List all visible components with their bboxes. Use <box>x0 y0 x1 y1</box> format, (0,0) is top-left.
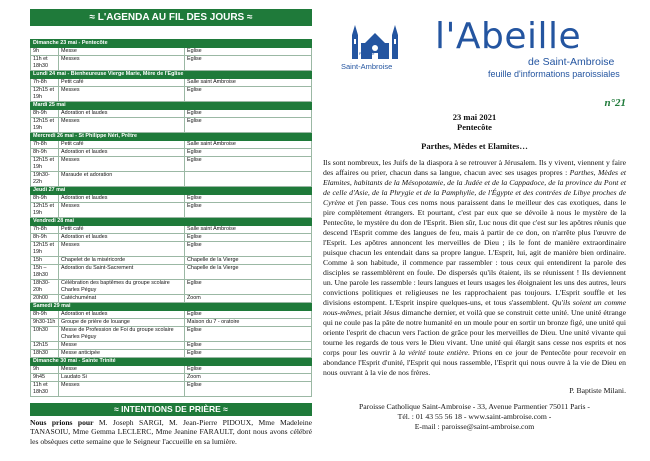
agenda-day-label: Mardi 25 mai <box>31 102 312 110</box>
agenda-event: Adoration et laudes <box>59 149 185 157</box>
agenda-day-label: Dimanche 30 mai - Sainte Trinité <box>31 358 312 366</box>
agenda-event: Messe anticipée <box>59 350 185 358</box>
agenda-row <box>31 157 312 172</box>
agenda-time: 15h <box>31 257 59 265</box>
parish-name: Saint-Ambroise <box>341 62 393 71</box>
agenda-time: 7h-8h <box>31 79 59 87</box>
footer-address: Paroisse Catholique Saint-Ambroise - 33, Avenue Parmentier 75011 Paris - <box>358 402 590 411</box>
agenda-header: ≈ L'AGENDA AU FIL DES JOURS ≈ <box>30 9 312 26</box>
agenda-time: 8h-9h <box>31 311 59 319</box>
parish-caption <box>341 51 392 74</box>
agenda-day-label: Jeudi 27 mai <box>31 187 312 195</box>
agenda-row <box>31 48 312 56</box>
agenda-row <box>31 265 312 280</box>
agenda-place: Eglise <box>185 149 312 157</box>
agenda-row <box>31 195 312 203</box>
agenda-time: 9h <box>31 366 59 374</box>
newsletter-subtitle: de Saint-Ambroise <box>528 56 615 68</box>
agenda-event: Messe <box>59 366 185 374</box>
agenda-place: Eglise <box>185 311 312 319</box>
agenda-row <box>31 141 312 149</box>
issue-number: n°21 <box>604 97 626 109</box>
agenda-day-header <box>31 40 312 48</box>
agenda-time: 10h30 <box>31 327 59 342</box>
footer-email: E-mail : paroisse@saint-ambroise.com <box>414 422 535 431</box>
left-column <box>30 9 312 446</box>
agenda-time: 11h et 18h30 <box>31 56 59 71</box>
agenda-place: Eglise <box>185 366 312 374</box>
prayer-lead: Nous prions pour <box>30 418 94 427</box>
agenda-event: Messe <box>59 48 185 56</box>
agenda-place: Eglise <box>185 280 312 295</box>
agenda-time: 9h <box>31 48 59 56</box>
agenda-place: Eglise <box>185 350 312 358</box>
agenda-event: Petit café <box>59 141 185 149</box>
agenda-time: 8h-9h <box>31 234 59 242</box>
agenda-place: Eglise <box>185 234 312 242</box>
masthead <box>323 9 626 87</box>
agenda-event: Maraude et adoration <box>59 172 185 187</box>
agenda-place: Eglise <box>185 203 312 218</box>
agenda-day-header <box>31 218 312 226</box>
prayer-body: M. Joseph SARGI, M. Jean-Pierre PIDOUX, Mme Madeleine TANASOIU, Mme Gemma LECLERC, Mme Jeanine FARAULT, dont nous avons célébré les obsèques cette semaine que le Seigneur l'accueille en sa lumière. <box>30 418 312 446</box>
agenda-time: 8h-9h <box>31 110 59 118</box>
agenda-row <box>31 149 312 157</box>
agenda-row <box>31 280 312 295</box>
agenda-place: Eglise <box>185 118 312 133</box>
agenda-place: Salle saint Ambroise <box>185 141 312 149</box>
agenda-time: 15h – 18h30 <box>31 265 59 280</box>
article-italic-2: Qu'ils soient un comme nous-mêmes <box>323 298 626 317</box>
agenda-time: 9h45 <box>31 374 59 382</box>
agenda-event: Laudato Si <box>59 374 185 382</box>
agenda-place: Chapelle de la Vierge <box>185 265 312 280</box>
agenda-day-header <box>31 71 312 79</box>
agenda-row <box>31 366 312 374</box>
agenda-event: Messes <box>59 87 185 102</box>
agenda-day-label: Dimanche 23 mai - Pentecôte <box>31 40 312 48</box>
agenda-place: Eglise <box>185 48 312 56</box>
agenda-place: Eglise <box>185 382 312 397</box>
agenda-event: Messe de Profession de Foi du groupe scolaire Charles Péguy <box>59 327 185 342</box>
agenda-event: Messes <box>59 157 185 172</box>
agenda-event: Adoration et laudes <box>59 234 185 242</box>
agenda-place: Eglise <box>185 327 312 342</box>
agenda-place: Eglise <box>185 157 312 172</box>
prayer-header: ≈ INTENTIONS DE PRIÈRE ≈ <box>30 403 312 416</box>
agenda-time: 7h-8h <box>31 141 59 149</box>
agenda-row <box>31 172 312 187</box>
article-text-3: , priait Jésus dimanche dernier, et voilà que se construit cette unité. Une unité étrange qui ne coule pas la pâte de notre humanité en un moule pour en sortir un bronze figé, une unité qui oriente l'esprit de chacun vers l'action de grâce pour les merveilles de Dieu. Une unité vivante qui tourne les regards de tous vers le Dieu vivant. Une unité qui élargit sans cesse nos esprits et nos corps pour les ouvrir à <box>323 308 626 357</box>
agenda-section <box>30 39 312 397</box>
agenda-time: 12h15 et 19h <box>31 242 59 257</box>
agenda-time: 8h-9h <box>31 195 59 203</box>
agenda-row <box>31 350 312 358</box>
agenda-day-header <box>31 303 312 311</box>
agenda-row <box>31 203 312 218</box>
agenda-place: Eglise <box>185 242 312 257</box>
agenda-table <box>30 39 312 397</box>
agenda-day-header <box>31 102 312 110</box>
agenda-day-label: Lundi 24 mai - Bienheureuse Vierge Marie, Mère de l'Eglise <box>31 71 312 79</box>
agenda-row <box>31 311 312 319</box>
agenda-time: 9h30-11h <box>31 319 59 327</box>
agenda-event: Messes <box>59 118 185 133</box>
agenda-row <box>31 342 312 350</box>
footer <box>323 402 626 432</box>
agenda-day-header <box>31 187 312 195</box>
agenda-event: Adoration et laudes <box>59 195 185 203</box>
article-text-2: et j'en passe. Tous ces noms nous paraissent dans le meilleur des cas exotiques, dans le pire complètement étrangers. Et pourtant, c'est par eux que se dévoile à nous le mystère de la Pentecôte, le mystère du don de l'Esprit. Bien sûr, Luc nous dit que c'est sur les apôtres réunis que descend l'Esprit comme des langues de feu, mais à partir de ce don, on n'arrête plus l'œuvre de l'Esprit. Les apôtres annoncent les merveilles de Dieu ; ils le font de manière extraordinaire puisque chacun les entendait dans sa propre langue. L'Esprit, lui, agit de manière bien ordinaire. Comme à son habitude, il commence par rassembler : tous ceux qui entendirent la parole des disciples se rassemblèrent en foule. De dispersés qu'ils étaient, ils se réunissent ! Ils deviennent un. Une parole les rassemble : leurs langues et leurs usages les éloignaient les uns des autres, leurs convictions politiques et religieuses ne les rapprochaient pas toujours. L'Esprit souffle et les divisions estompent. L'Esprit inspire quelques-uns, et tous s'assemblent. <box>323 198 626 307</box>
agenda-place: Maison du 7 - oratoire <box>185 319 312 327</box>
agenda-event: Célébration des baptêmes du groupe scolaire Charles Péguy <box>59 280 185 295</box>
agenda-time: 18h30 <box>31 350 59 358</box>
parish-small-label: Paroisse <box>358 51 375 56</box>
agenda-place: Salle saint Ambroise <box>185 79 312 87</box>
agenda-event: Groupe de prière de louange <box>59 319 185 327</box>
agenda-event: Messes <box>59 203 185 218</box>
agenda-day-header <box>31 133 312 141</box>
article-body <box>323 158 626 378</box>
newsletter-title: l'Abeille <box>435 16 582 57</box>
agenda-place: Eglise <box>185 87 312 102</box>
agenda-time: 7h-8h <box>31 226 59 234</box>
agenda-place: Zoom <box>185 295 312 303</box>
agenda-row <box>31 319 312 327</box>
agenda-event: Petit café <box>59 226 185 234</box>
agenda-time: 12h15 et 19h <box>31 203 59 218</box>
agenda-place: Eglise <box>185 110 312 118</box>
agenda-place: Eglise <box>185 195 312 203</box>
agenda-time: 8h-9h <box>31 149 59 157</box>
agenda-row <box>31 226 312 234</box>
agenda-row <box>31 118 312 133</box>
agenda-row <box>31 295 312 303</box>
agenda-row <box>31 87 312 102</box>
agenda-row <box>31 79 312 87</box>
agenda-event: Adoration et laudes <box>59 311 185 319</box>
agenda-time: 19h30-22h <box>31 172 59 187</box>
agenda-time: 20h00 <box>31 295 59 303</box>
agenda-event: Adoration du Saint-Sacrement <box>59 265 185 280</box>
agenda-row <box>31 242 312 257</box>
agenda-place: Eglise <box>185 342 312 350</box>
article-title: Parthes, Mèdes et Elamites… <box>421 141 528 151</box>
agenda-day-label: Vendredi 28 mai <box>31 218 312 226</box>
agenda-place <box>185 172 312 187</box>
agenda-time: 18h30-20h <box>31 280 59 295</box>
newsletter-tagline: feuille d'informations paroissiales <box>488 69 620 79</box>
agenda-time: 12h15 et 19h <box>31 157 59 172</box>
article-italic-1: Parthes, Mèdes et Elamites, habitants de la Mésopotamie, de la Judée et de la Cappadoce, de la province du Pont et de celle d'Asie, de la Phrygie et de la Pamphylie, de l'Égypte et des contrées de Libye proches de Cyrène <box>323 168 626 207</box>
signature: P. Baptiste Milani. <box>569 386 626 395</box>
agenda-event: Catéchuménat <box>59 295 185 303</box>
article-text-1: Ils sont nombreux, les Juifs de la diaspora à se retrouver à Jérusalem. Ils y vivent, viennent y faire des affaires ou prier, chacun dans sa langue, chacun avec ses usages propres : <box>323 158 626 177</box>
agenda-event: Messes <box>59 382 185 397</box>
agenda-row <box>31 382 312 397</box>
agenda-event: Messes <box>59 242 185 257</box>
agenda-event: Messes <box>59 56 185 71</box>
agenda-place: Salle saint Ambroise <box>185 226 312 234</box>
article-text-4: . Prions en ce jour de Pentecôte pour recevoir en abondance l'Esprit d'unité, l'Esprit qui nous rassemble, l'Esprit qui nous ouvre à la vie de Dieu en nous ouvrant à la vie de nos frères. <box>323 348 626 377</box>
issue-date: 23 mai 2021 <box>452 112 497 122</box>
article-italic-3: la vérité toute entière <box>399 348 468 357</box>
agenda-place: Chapelle de la Vierge <box>185 257 312 265</box>
prayer-text <box>30 418 312 446</box>
agenda-time: 11h et 18h30 <box>31 382 59 397</box>
agenda-time: 12h15 et 19h <box>31 118 59 133</box>
agenda-row <box>31 110 312 118</box>
agenda-day-header <box>31 358 312 366</box>
agenda-event: Adoration et laudes <box>59 110 185 118</box>
agenda-event: Chapelet de la miséricorde <box>59 257 185 265</box>
agenda-time: 12h15 et 19h <box>31 87 59 102</box>
footer-contact: Tél. : 01 43 55 56 18 - www.saint-ambroise.com - <box>397 412 552 421</box>
agenda-row <box>31 234 312 242</box>
agenda-place: Zoom <box>185 374 312 382</box>
agenda-row <box>31 56 312 71</box>
agenda-event: Petit café <box>59 79 185 87</box>
feast-name: Pentecôte <box>457 122 492 132</box>
agenda-row <box>31 257 312 265</box>
agenda-event: Messe <box>59 342 185 350</box>
agenda-place: Eglise <box>185 56 312 71</box>
agenda-time: 12h15 <box>31 342 59 350</box>
agenda-row <box>31 374 312 382</box>
right-column <box>323 9 626 432</box>
agenda-day-label: Mercredi 26 mai - St Philippe Néri, Prêtre <box>31 133 312 141</box>
agenda-row <box>31 327 312 342</box>
agenda-day-label: Samedi 29 mai <box>31 303 312 311</box>
